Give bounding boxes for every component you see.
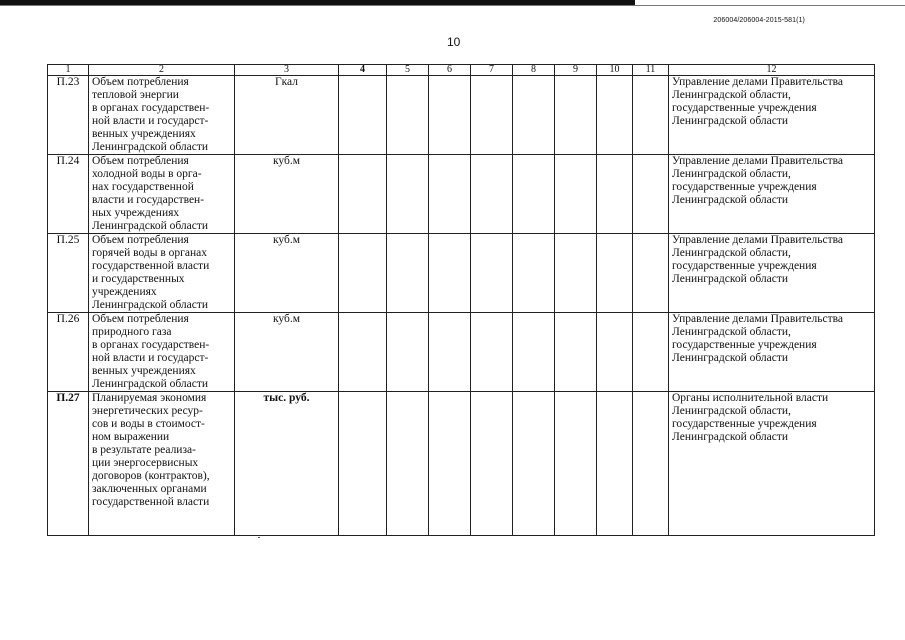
responsible-cell: Управление делами Правительства Ленинградской области, государственные учреждения Ленинградской области <box>669 155 875 234</box>
responsible-cell: Управление делами Правительства Ленинградской области, государственные учреждения Ленинградской области <box>669 234 875 313</box>
value-cell <box>513 392 555 536</box>
value-cell <box>387 392 429 536</box>
indicator-name: Объем потребления тепловой энергии в органах государствен- ной власти и государст- венных учреждениях Ленинградской области <box>89 76 235 155</box>
value-cell <box>429 234 471 313</box>
row-code: П.27 <box>48 392 89 536</box>
table-row <box>48 313 875 392</box>
unit-cell: Гкал <box>235 76 339 155</box>
value-cell <box>555 76 597 155</box>
value-cell <box>429 313 471 392</box>
value-cell <box>513 234 555 313</box>
value-cell <box>471 392 513 536</box>
responsible-cell: Управление делами Правительства Ленинградской области, государственные учреждения Ленинградской области <box>669 76 875 155</box>
indicators-table <box>47 64 875 536</box>
column-header: 8 <box>513 65 555 76</box>
value-cell <box>339 392 387 536</box>
value-cell <box>633 392 669 536</box>
value-cell <box>471 76 513 155</box>
value-cell <box>633 313 669 392</box>
column-header: 10 <box>597 65 633 76</box>
row-code: П.23 <box>48 76 89 155</box>
unit-cell: куб.м <box>235 313 339 392</box>
unit-cell: тыс. руб. <box>235 392 339 536</box>
row-code: П.26 <box>48 313 89 392</box>
value-cell <box>597 313 633 392</box>
column-header: 6 <box>429 65 471 76</box>
value-cell <box>339 234 387 313</box>
value-cell <box>387 313 429 392</box>
value-cell <box>555 155 597 234</box>
value-cell <box>471 155 513 234</box>
row-code: П.24 <box>48 155 89 234</box>
value-cell <box>339 76 387 155</box>
row-code: П.25 <box>48 234 89 313</box>
indicator-name: Объем потребления холодной воды в орга- нах государственной власти и государствен- ных учреждениях Ленинградской области <box>89 155 235 234</box>
column-header: 1 <box>48 65 89 76</box>
column-header: 3 <box>235 65 339 76</box>
value-cell <box>597 76 633 155</box>
value-cell <box>429 76 471 155</box>
value-cell <box>555 234 597 313</box>
value-cell <box>471 234 513 313</box>
page-number: 10 <box>447 35 461 49</box>
value-cell <box>429 155 471 234</box>
scan-speck <box>258 537 260 538</box>
table-row <box>48 234 875 313</box>
indicator-name: Планируемая экономия энергетических ресур- сов и воды в стоимост- ном выражении в результате реализа- ции энергосервисных договоров (контрактов), заключенных органами государственной власти <box>89 392 235 536</box>
table-row <box>48 76 875 155</box>
top-scan-line <box>0 5 905 6</box>
column-header: 11 <box>633 65 669 76</box>
column-header: 4 <box>339 65 387 76</box>
value-cell <box>471 313 513 392</box>
value-cell <box>597 392 633 536</box>
value-cell <box>555 313 597 392</box>
column-number-row <box>48 65 875 76</box>
value-cell <box>555 392 597 536</box>
indicator-name: Объем потребления природного газа в органах государствен- ной власти и государст- венных учреждениях Ленинградской области <box>89 313 235 392</box>
value-cell <box>633 155 669 234</box>
value-cell <box>429 392 471 536</box>
table-row <box>48 392 875 536</box>
responsible-cell: Органы исполнительной власти Ленинградской области, государственные учреждения Ленинградской области <box>669 392 875 536</box>
value-cell <box>387 76 429 155</box>
value-cell <box>633 234 669 313</box>
value-cell <box>633 76 669 155</box>
unit-cell: куб.м <box>235 155 339 234</box>
value-cell <box>597 234 633 313</box>
unit-cell: куб.м <box>235 234 339 313</box>
value-cell <box>387 155 429 234</box>
value-cell <box>513 76 555 155</box>
value-cell <box>387 234 429 313</box>
indicator-name: Объем потребления горячей воды в органах государственной власти и государственных учреждениях Ленинградской области <box>89 234 235 313</box>
column-header: 9 <box>555 65 597 76</box>
value-cell <box>339 313 387 392</box>
value-cell <box>597 155 633 234</box>
column-header: 7 <box>471 65 513 76</box>
value-cell <box>513 313 555 392</box>
column-header: 12 <box>669 65 875 76</box>
column-header: 5 <box>387 65 429 76</box>
value-cell <box>513 155 555 234</box>
column-header: 2 <box>89 65 235 76</box>
responsible-cell: Управление делами Правительства Ленинградской области, государственные учреждения Ленинградской области <box>669 313 875 392</box>
document-id: 206004/206004-2015-581(1) <box>713 17 805 24</box>
table-row <box>48 155 875 234</box>
value-cell <box>339 155 387 234</box>
